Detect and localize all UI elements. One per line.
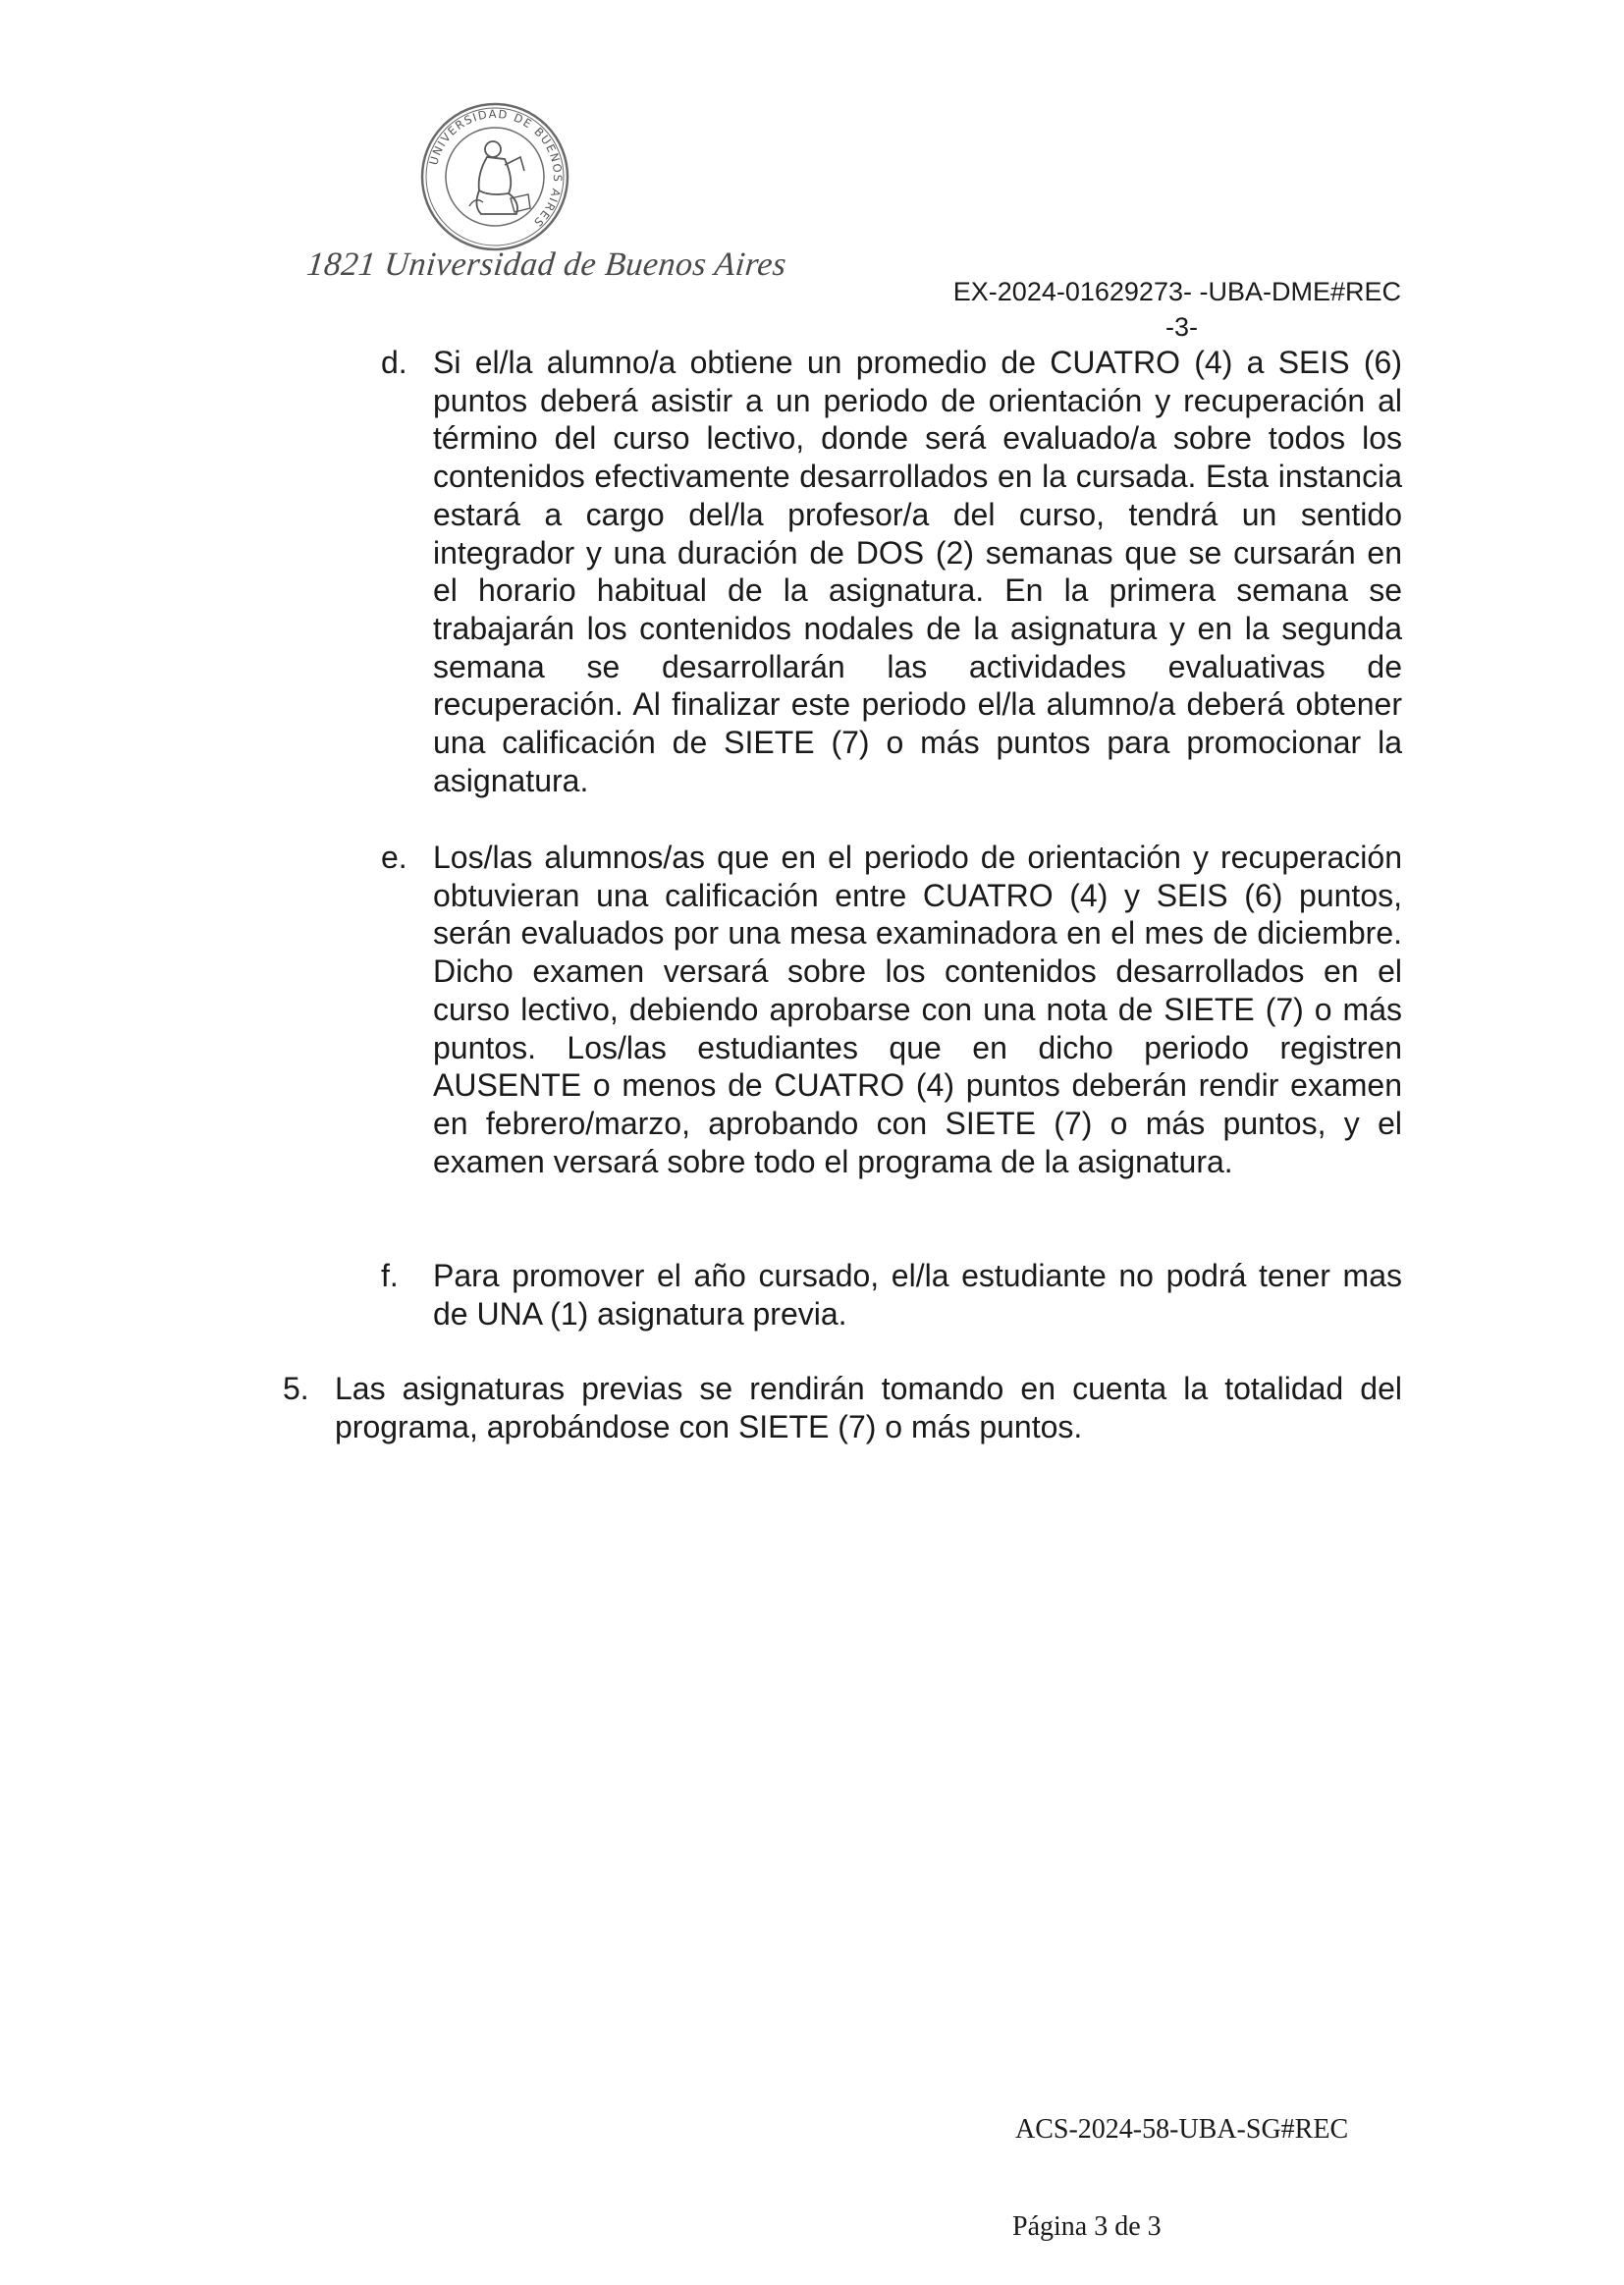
list-marker: f. xyxy=(381,1258,399,1293)
list-marker: d. xyxy=(381,345,407,380)
list-marker: 5. xyxy=(283,1371,309,1406)
footer-page-number: Página 3 de 3 xyxy=(1012,2211,1162,2242)
list-item-text: Para promover el año cursado, el/la estudiante no podrá tener mas de UNA (1) asignatura previa. xyxy=(433,1258,1402,1332)
list-item-text: Si el/la alumno/a obtiene un promedio de CUATRO (4) a SEIS (6) puntos deberá asistir a un periodo de orientación y recuperación al término del curso lectivo, donde será evaluado/a sobre todos los contenidos efectivamente desarrollados en la cursada. Esta instancia estará a cargo del/la profesor/a del curso, tendrá un sentido integrador y una duración de DOS (2) semanas que se cursarán en el horario habitual de la asignatura. En la primera semana se trabajarán los contenidos nodales de la asignatura y en la segunda semana se desarrollarán las actividades evaluativas de recuperación. Al finalizar este periodo el/la alumno/a deberá obtener una calificación de SIETE (7) o más puntos para promocionar la asignatura. xyxy=(433,345,1402,798)
document-reference: EX-2024-01629273- -UBA-DME#REC xyxy=(952,277,1401,306)
list-item-text: Los/las alumnos/as que en el periodo de orientación y recuperación obtuvieran una calificación entre CUATRO (4) y SEIS (6) puntos, serán evaluados por una mesa examinadora en el mes de diciembre. Dicho examen versará sobre los contenidos desarrollados en el curso lectivo, debiendo aprobarse con una nota de SIETE (7) o más puntos. Los/las estudiantes que en dicho periodo registren AUSENTE o menos de CUATRO (4) puntos deberán rendir examen en febrero/marzo, aprobando con SIETE (7) o más puntos, y el examen versará sobre todo el programa de la asignatura. xyxy=(433,840,1402,1179)
list-marker: e. xyxy=(381,840,407,875)
list-item-text: Las asignaturas previas se rendirán tomando en cuenta la totalidad del programa, aprobándose con SIETE (7) o más puntos. xyxy=(335,1371,1402,1444)
university-seal-icon xyxy=(418,100,571,253)
footer-reference: ACS-2024-58-UBA-SG#REC xyxy=(1015,2114,1349,2145)
page-marker: -3- xyxy=(1165,312,1198,342)
university-signature: 1821 Universidad de Buenos Aires xyxy=(304,246,788,283)
seal-text: UNIVERSIDAD DE BUENOS AIRES xyxy=(426,106,566,231)
